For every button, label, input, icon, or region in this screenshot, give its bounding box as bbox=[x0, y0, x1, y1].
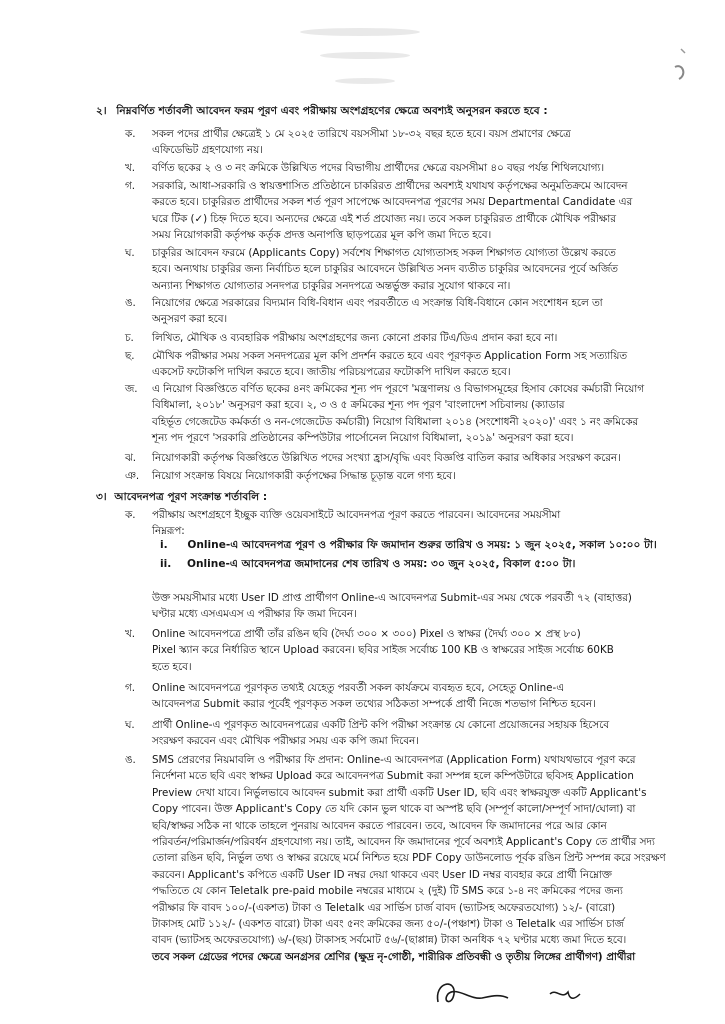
item-label: ঝ. bbox=[125, 452, 137, 464]
scan-smudge bbox=[320, 52, 410, 59]
text-line: মৌখিক পরীক্ষার সময় সকল সনদপত্রের মূল কপি প্রদর্শন করতে হবে এবং পূরণকৃত Application Form সহ সত্যায়িত bbox=[152, 350, 628, 362]
text-line: সংরক্ষণ করবেন এবং মৌখিক পরীক্ষার সময় এক কপি জমা দিবেন। bbox=[152, 735, 419, 748]
item-text bbox=[152, 626, 614, 675]
item-label: ক. bbox=[125, 128, 136, 140]
text-line: ছবি/স্বাক্ষর সঠিক না থাকে তাহলে পুনরায় আবেদন করতে পারবেন। তবে, আবেদন ফি জমাদানের পরে আর কোন bbox=[152, 819, 607, 832]
text-line: Copy পাবেন। উক্ত Applicant's Copy তে যদি কোন ভুল থাকে বা অস্পষ্ট ছবি (সম্পূর্ণ কালো/সম্পূর্ণ সাদা/ঘোলা) বা bbox=[152, 803, 636, 816]
item-label: ঙ. bbox=[125, 297, 136, 309]
item-label: ঘ. bbox=[125, 247, 135, 259]
item-text bbox=[152, 245, 618, 294]
text-line: এ নিয়োগ বিজ্ঞপ্তিতে বর্ণিত ছকের ৪নং ক্রমিকের শূন্য পদ পূরণে 'মন্ত্রণালয় ও বিভাগসমূহের হিসাব কোষের কর্মচারী নিয়োগ bbox=[152, 383, 644, 395]
item-text bbox=[152, 717, 609, 750]
item-text bbox=[152, 126, 571, 159]
schedule-roman: i. bbox=[160, 539, 168, 551]
text-line: নিয়োগ সংক্রান্ত বিষয়ে নিয়োগকারী কর্তৃপক্ষের সিদ্ধান্ত চূড়ান্ত বলে গণ্য হবে। bbox=[152, 470, 456, 482]
text-line: বর্ণিত ছকের ২ ও ৩ নং ক্রমিকে উল্লিখিত পদের বিভাগীয় প্রার্থীদের ক্ষেত্রে বয়সসীমা ৪০ বছর পর্যন্ত শিথিলযোগ্য। bbox=[152, 162, 605, 174]
text-line: সময় নিয়োগকারী কর্তৃপক্ষ কর্তৃক প্রদত্ত অনাপত্তি ছাড়পত্রের মূল কপি জমা দিতে হবে। bbox=[152, 229, 492, 242]
item-label: খ. bbox=[125, 628, 136, 640]
text-line: Online আবেদনপত্রে পূরণকৃত তথ্যই যেহেতু পরবর্তী সকল কার্যক্রমে ব্যবহৃত হবে, সেহেতু Online-এ bbox=[152, 682, 565, 694]
text-line: Pixel স্ক্যান করে নির্ধারিত স্থানে Upload করবেন। ছবির সাইজ সর্বোচ্চ 100 KB ও স্বাক্ষরের সাইজ সর্বোচ্চ 60KB bbox=[152, 644, 614, 657]
text-line: প্রার্থী Online-এ পূরণকৃত আবেদনপত্রের একটি প্রিন্ট কপি পরীক্ষা সংক্রান্ত যে কোনো প্রয়োজনের সহায়ক হিসেবে bbox=[152, 719, 609, 731]
text-line: এফিডেভিট গ্রহণযোগ্য নয়। bbox=[152, 144, 263, 157]
text-line: ঘরে টিক (✓) চিহ্ন দিতে হবে। অন্যদের ক্ষেত্রে এই শর্ত প্রযোজ্য নয়। তবে সকল চাকুরিরত প্রার্থীকে মৌখিক পরীক্ষার bbox=[152, 212, 616, 225]
text-line: নিয়োগের ক্ষেত্রে সরকারের বিদ্যমান বিধি-বিধান এবং পরবর্তীতে এ সংক্রান্ত বিধি-বিধানে কোন সংশোধন হলে তা bbox=[152, 297, 603, 309]
text-line: নিয়োগকারী কর্তৃপক্ষ বিজ্ঞপ্তিতে উল্লিখিত পদের সংখ্যা হ্রাস/বৃদ্ধি এবং বিজ্ঞপ্তি বাতিল করার অধিকার সংরক্ষণ করেন। bbox=[152, 452, 621, 464]
text-line: হতে হবে। bbox=[152, 660, 192, 673]
text-line: চাকুরির আবেদন ফরমে (Applicants Copy) সর্বশেষ শিক্ষাগত যোগ্যতাসহ সকল শিক্ষাগত যোগ্যতা উল্লেখ করতে bbox=[152, 247, 616, 259]
text-line: সরকারি, আধা-সরকারি ও স্বায়ত্তশাসিত প্রতিষ্ঠানে চাকরিরত প্রার্থীদের অবশ্যই যথাযথ কর্তৃপক্ষের অনুমতিক্রমে আবেদন bbox=[152, 180, 628, 192]
section-2-heading bbox=[96, 103, 548, 119]
text-line: অন্যান্য শিক্ষাগত যোগ্যতার সনদপত্র চাকুরির সনদপত্রে অন্তর্ভুক্ত করার সুযোগ থাকবে না। bbox=[152, 279, 511, 292]
text-line: তবে সকল গ্রেডের পদের ক্ষেত্রে অনগ্রসর শ্রেণির (ক্ষুদ্র নৃ-গোষ্ঠী, শারীরিক প্রতিবন্ধী ও তৃতীয় লিঙ্গের প্রার্থীগণ) প্রার্থীরা bbox=[152, 950, 636, 963]
text-line: হবে। অন্যথায় চাকুরির জন্য নির্বাচিত হলে চাকুরির আবেদনে উল্লিখিত সনদ ব্যতীত চাকুরির আবেদনের পূর্বে অর্জিত bbox=[152, 263, 618, 276]
item-text bbox=[152, 507, 560, 540]
text-line: SMS প্রেরণের নিয়মাবলি ও পরীক্ষার ফি প্রদান: Online-এ আবেদনপত্র (Application Form) যথাযথভাবে পূরণ করে bbox=[152, 754, 636, 766]
section-3-heading bbox=[96, 489, 267, 505]
text-line: করবেন। Applicant's কপিতে একটি User ID নম্বর দেয়া থাকবে এবং User ID নম্বর ব্যবহার করে প্রার্থী নিম্নোক্ত bbox=[152, 868, 612, 881]
item-label: খ. bbox=[125, 162, 136, 174]
schedule-roman: ii. bbox=[160, 558, 172, 570]
text-line: শূন্য পদ পূরণে 'সরকারি প্রতিষ্ঠানের কম্পিউটার পার্সোনেল নিয়োগ বিধিমালা, ২০১৯' অনুসরণ করা হবে। bbox=[152, 432, 574, 445]
schedule-item bbox=[160, 537, 657, 553]
item-text bbox=[152, 178, 632, 244]
text-line: বিধিমালা, ২০১৮' অনুসরণ করা হবে। ২, ৩ ও ৫ ক্রমিকের শূন্য পদ পূরণ 'বাংলাদেশ সচিবালয় (ক্যাডার bbox=[152, 399, 565, 412]
handwritten-initials bbox=[430, 972, 620, 1017]
item-label: গ. bbox=[125, 682, 136, 694]
text-line: একসেট ফটোকপি দাখিল করতে হবে। জাতীয় পরিচয়পত্রের ফটোকপি দাখিল করতে হবে। bbox=[152, 366, 511, 379]
text-line: পরিবর্তন/পরিমার্জন/পরিবর্ধন গ্রহণযোগ্য নয়। তাই, আবেদন ফি জমাদানের পূর্বে অবশ্যই Applicant's Copy তে প্রার্থীর সদ্য bbox=[152, 836, 655, 849]
item-label: জ. bbox=[125, 383, 138, 395]
item-text bbox=[152, 680, 596, 713]
text-line: টাকাসহ মোট ১১২/- (একশত বারো) টাকা এবং ৫নং ক্রমিকের জন্য ৫০/-(পঞ্চাশ) টাকা ও Teletalk এর সার্ভিস চার্জ bbox=[152, 918, 624, 931]
schedule-text: Online-এ আবেদনপত্র পূরণ ও পরীক্ষার ফি জমাদান শুরুর তারিখ ও সময়: ১ জুন ২০২৫, সকাল ১০:০০ টা। bbox=[187, 539, 657, 551]
section-2-title: নিম্নবর্ণিত শর্তাবলী আবেদন ফরম পূরণ এবং পরীক্ষায় অংশগ্রহণের ক্ষেত্রে অবশ্যই অনুসরন করতে হবে : bbox=[116, 105, 548, 117]
text-line: অনুসরণ করা হবে। bbox=[152, 313, 228, 326]
text-line: নির্দেশনা মতে ছবি এবং স্বাক্ষর Upload করে আবেদনপত্র Submit করা সম্পন্ন হলে কম্পিউটারে ছবিসহ Application bbox=[152, 770, 634, 783]
text-line: উক্ত সময়সীমার মধ্যে User ID প্রাপ্ত প্রার্থীগণ Online-এ আবেদনপত্র Submit-এর সময় থেকে পরবর্তী ৭২ (বাহাত্তর) bbox=[152, 592, 632, 604]
item-label: ঞ. bbox=[125, 470, 140, 482]
section-2-number: ২। bbox=[96, 105, 107, 117]
schedule-text: Online-এ আবেদনপত্র জমাদানের শেষ তারিখ ও সময়: ৩০ জুন ২০২৫, বিকাল ৫:০০ টা। bbox=[187, 558, 576, 570]
text-line: তোলা রঙিন ছবি, নির্ভুল তথ্য ও স্বাক্ষর রয়েছে মর্মে নিশ্চিত হয়ে PDF Copy ডাউনলোড পূর্বক রঙিন প্রিন্ট সম্পন্ন করে সংরক্ষণ bbox=[152, 852, 666, 865]
text-line: লিখিত, মৌখিক ও ব্যবহারিক পরীক্ষায় অংশগ্রহণের জন্য কোনো প্রকার টিএ/ডিএ প্রদান করা হবে না। bbox=[152, 332, 558, 344]
item-label: ক. bbox=[125, 509, 136, 521]
text-line: বাবদ (ভ্যাটসহ অফেরতযোগ্য) ৬/-(ছয়) টাকাসহ সর্বমোট ৫৬/-(ছাপ্পান্ন) টাকা অনধিক ৭২ ঘণ্টার মধ্যে জমা দিতে হবে। bbox=[152, 934, 627, 947]
item-text bbox=[152, 752, 666, 965]
item-label: চ. bbox=[125, 332, 134, 344]
corner-mark bbox=[625, 45, 695, 90]
text-line: পরীক্ষায় অংশগ্রহণে ইচ্ছুক ব্যক্তি ওয়েবসাইটে আবেদনপত্র পূরণ করতে পারবেন। আবেদনের সময়সীমা bbox=[152, 509, 561, 521]
item-label: ঙ. bbox=[125, 754, 136, 766]
item-text bbox=[152, 468, 456, 484]
scan-smudge bbox=[335, 78, 395, 84]
item-label: ঘ. bbox=[125, 719, 135, 731]
text-line: পরীক্ষার ফি বাবদ ১০০/-(একশত) টাকা ও Teletalk এর সার্ভিস চার্জ বাবদ (ভ্যাটসহ অফেরতযোগ্য) ১২/- (বারো) bbox=[152, 901, 616, 914]
text-line: সকল পদের প্রার্থীর ক্ষেত্রেই ১ মে ২০২৫ তারিখে বয়সসীমা ১৮-৩২ বছর হতে হবে। বয়স প্রমাণের ক্ষেত্রে bbox=[152, 128, 571, 140]
text-line: আবেদনপত্র Submit করার পূর্বেই পূরণকৃত সকল তথ্যের সঠিকতা সম্পর্কে প্রার্থী নিজে শতভাগ নিশ্চিত হবেন। bbox=[152, 698, 596, 711]
item-label: গ. bbox=[125, 180, 136, 192]
text-line: পদ্ধতিতে যে কোন Teletalk pre-paid mobile নম্বরের মাধ্যমে ২ (দুই) টি SMS করে ১-৪ নং ক্রমিকের পদের জন্য bbox=[152, 885, 623, 898]
scan-smudge bbox=[300, 28, 420, 36]
text-line: Preview দেখা যাবে। নির্ভুলভাবে আবেদন submit করা প্রার্থী একটি User ID, ছবি এবং স্বাক্ষরযুক্ত একটি Applicant's bbox=[152, 786, 647, 799]
item-text bbox=[152, 330, 557, 346]
item-text bbox=[152, 348, 627, 381]
item-text bbox=[152, 450, 621, 466]
schedule-item bbox=[160, 556, 575, 572]
item-text bbox=[152, 160, 604, 176]
item-text bbox=[152, 590, 632, 623]
text-line: ঘণ্টার মধ্যে এসএমএস এ পরীক্ষার ফি জমা দিবেন। bbox=[152, 608, 357, 621]
text-line: Online আবেদনপত্রে প্রার্থী তাঁর রঙিন ছবি (দৈর্ঘ্য ৩০০ × ৩০০) Pixel ও স্বাক্ষর (দৈর্ঘ্য ৩০০ × প্রস্থ ৮০) bbox=[152, 628, 581, 640]
section-3-number: ৩। bbox=[96, 491, 107, 503]
item-text bbox=[152, 381, 644, 447]
section-3-title: আবেদনপত্র পূরণ সংক্রান্ত শর্তাবলি : bbox=[114, 491, 268, 503]
item-label: ছ. bbox=[125, 350, 135, 362]
text-line: নিম্নরূপ: bbox=[152, 525, 185, 538]
text-line: বহির্ভূত গেজেটেড কর্মকর্তা ও নন-গেজেটেড কর্মচারী) নিয়োগ বিধিমালা ২০১৪ (সংশোধনী ২০২০)' এবং ১ নং ক্রমিকের bbox=[152, 415, 639, 428]
item-text bbox=[152, 295, 603, 328]
text-line: করতে হবে। চাকুরিরত প্রার্থীদের সকল শর্ত পূরণ সাপেক্ষে আবেদনপত্র পূরণের সময় Departmental Candidate এর bbox=[152, 196, 633, 209]
